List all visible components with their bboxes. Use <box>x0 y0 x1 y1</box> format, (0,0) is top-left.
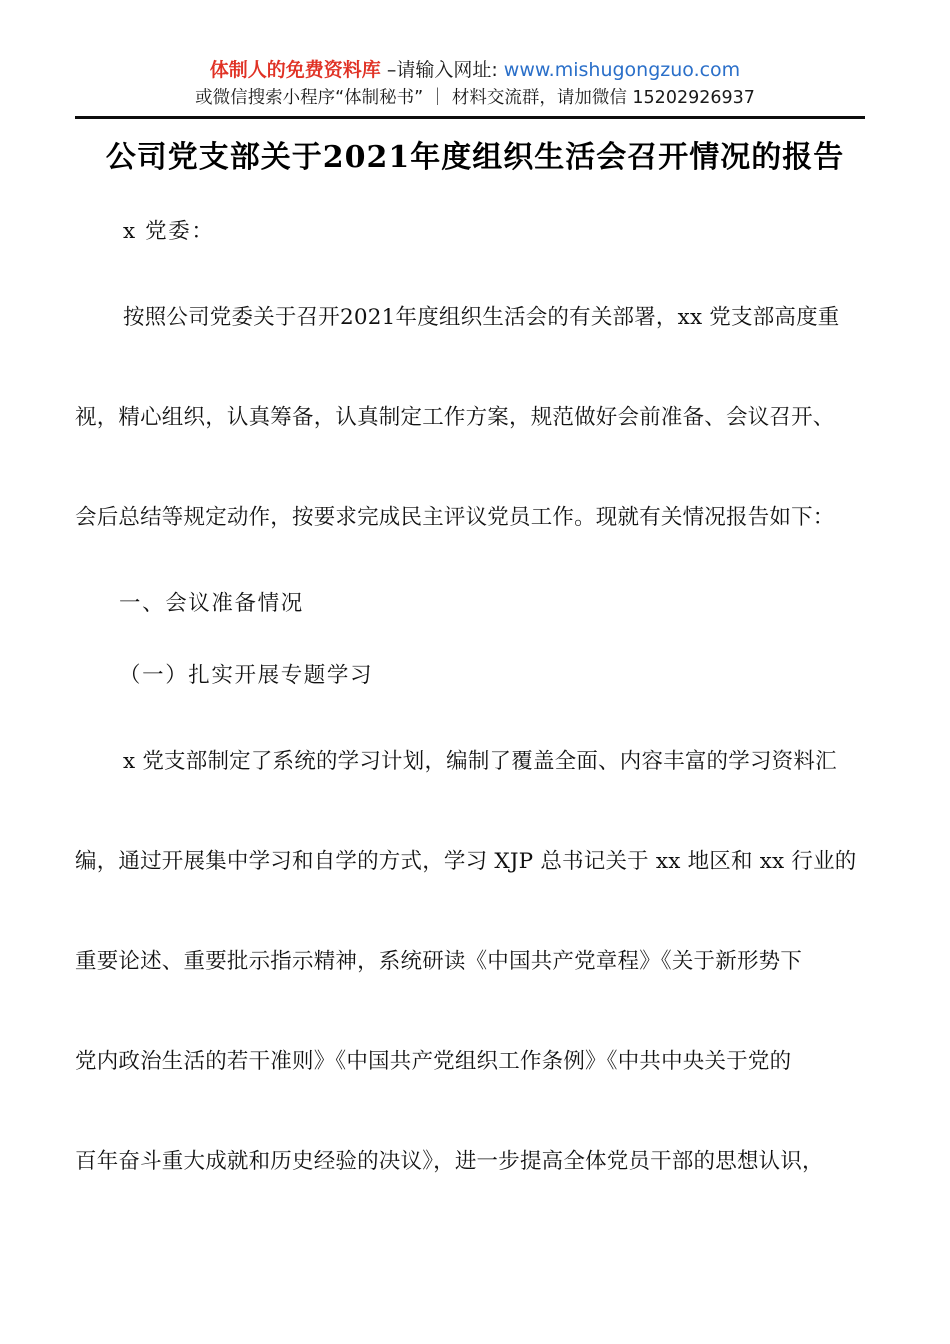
section-heading-1-1 <box>75 640 875 712</box>
promo-separator-text: –请输入网址: <box>380 59 504 81</box>
paragraph-intro-line-3 <box>75 468 875 568</box>
paragraph-text: 视，精心组织，认真筹备，认真制定工作方案，规范做好会前准备、会议召开、 <box>75 405 835 430</box>
section-heading-text: （一）扎实开展专题学习 <box>119 663 374 688</box>
paragraph-text: 编，通过开展集中学习和自学的方式，学习 XJP 总书记关于 xx 地区和 xx 行业的 <box>75 849 857 874</box>
paragraph-study-line-1 <box>75 712 875 812</box>
paragraph-text: 会后总结等规定动作，按要求完成民主评议党员工作。现就有关情况报告如下： <box>75 505 835 530</box>
paragraph-text: 重要论述、重要批示指示精神，系统研读《中国共产党章程》《关于新形势下 <box>75 949 803 974</box>
paragraph-text: 按照公司党委关于召开2021年度组织生活会的有关部署，xx 党支部高度重 <box>123 305 840 330</box>
promo-brand-text: 体制人的免费资料库 <box>209 59 381 81</box>
header-divider <box>75 116 865 119</box>
promo-header <box>0 57 950 111</box>
salutation <box>75 196 875 268</box>
section-heading-1 <box>75 568 875 640</box>
paragraph-text: 百年奋斗重大成就和历史经验的决议》，进一步提高全体党员干部的思想认识， <box>75 1149 824 1174</box>
paragraph-intro-line-2 <box>75 368 875 468</box>
promo-website-link[interactable]: www.mishugongzuo.com <box>503 59 741 81</box>
document-body <box>75 196 875 1212</box>
page-title: 公司党支部关于2021年度组织生活会召开情况的报告 <box>105 140 845 175</box>
paragraph-study-line-3 <box>75 912 875 1012</box>
promo-header-line-1 <box>0 57 950 83</box>
paragraph-study-line-2 <box>75 812 875 912</box>
paragraph-study-line-5 <box>75 1112 875 1212</box>
paragraph-text: x 党支部制定了系统的学习计划，编制了覆盖全面、内容丰富的学习资料汇 <box>123 749 837 774</box>
paragraph-study-line-4 <box>75 1012 875 1112</box>
section-heading-text: 一、会议准备情况 <box>119 591 304 616</box>
paragraph-text: 党内政治生活的若干准则》《中国共产党组织工作条例》《中共中央关于党的 <box>75 1049 792 1074</box>
paragraph-intro-line-1 <box>75 268 875 368</box>
promo-header-line-2: 或微信搜索小程序“体制秘书” ｜ 材料交流群，请加微信 15202926937 <box>195 88 755 108</box>
salutation-text: x 党委： <box>123 219 215 244</box>
